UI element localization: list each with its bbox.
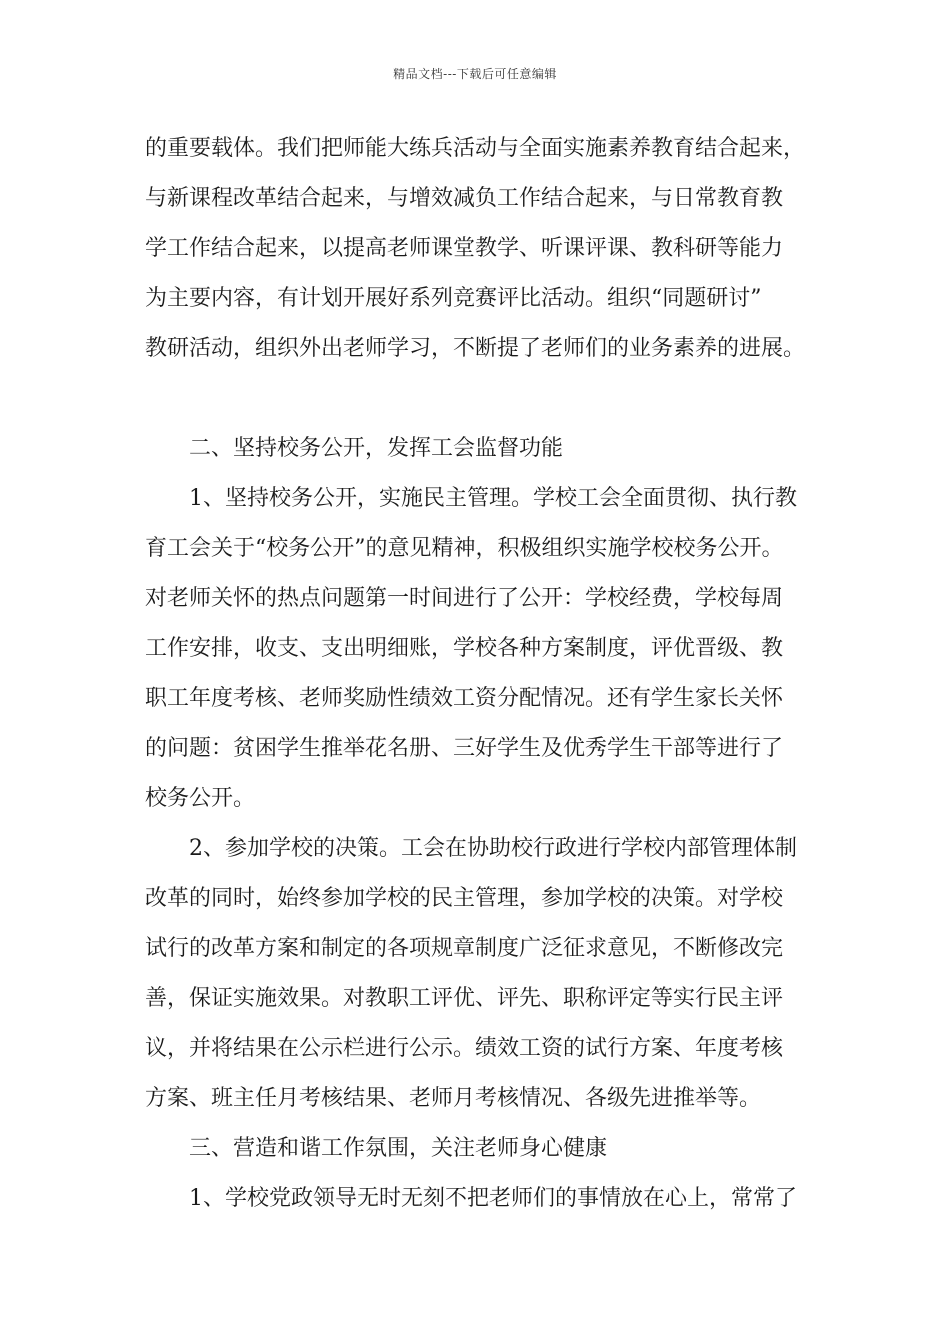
paragraph-line: 方案、班主任月考核结果、老师月考核情况、各级先进推举等。 — [145, 1086, 762, 1111]
paragraph-line: 职工年度考核、老师奖励性绩效工资分配情况。还有学生家长关怀 — [145, 686, 784, 711]
paragraph-line: 改革的同时，始终参加学校的民主管理，参加学校的决策。对学校 — [145, 886, 784, 911]
paragraph-gap — [145, 374, 810, 424]
section-heading: 二、坚持校务公开，发挥工会监督功能 — [189, 436, 564, 461]
paragraph-line: 教研活动，组织外出老师学习，不断提了老师们的业务素养的进展。 — [145, 336, 806, 361]
paragraph-line: 试行的改革方案和制定的各项规章制度广泛征求意见，不断修改完 — [145, 936, 784, 961]
section-heading: 三、营造和谐工作氛围，关注老师身心健康 — [189, 1136, 608, 1161]
paragraph-line: 善，保证实施效果。对教职工评优、评先、职称评定等实行民主评 — [145, 986, 784, 1011]
paragraph-line: 为主要内容，有计划开展好系列竞赛评比活动。组织“同题研讨” — [145, 286, 762, 311]
paragraph-line: 2、参加学校的决策。工会在协助校行政进行学校内部管理体制 — [189, 836, 797, 861]
paragraph-line: 学工作结合起来，以提高老师课堂教学、听课评课、教科研等能力 — [145, 236, 784, 261]
paragraph-line: 的重要载体。我们把师能大练兵活动与全面实施素养教育结合起来， — [145, 136, 806, 161]
paragraph-line: 的问题：贫困学生推举花名册、三好学生及优秀学生干部等进行了 — [145, 736, 784, 761]
paragraph-line: 对老师关怀的热点问题第一时间进行了公开：学校经费，学校每周 — [145, 586, 784, 611]
paragraph-line: 工作安排，收支、支出明细账，学校各种方案制度，评优晋级、教 — [145, 636, 784, 661]
paragraph-line: 与新课程改革结合起来，与增效减负工作结合起来，与日常教育教 — [145, 186, 784, 211]
paragraph-line: 育工会关于“校务公开”的意见精神，积极组织实施学校校务公开。 — [145, 536, 784, 561]
paragraph-line: 校务公开。 — [145, 786, 256, 811]
paragraph-line: 议，并将结果在公示栏进行公示。绩效工资的试行方案、年度考核 — [145, 1036, 784, 1061]
paragraph-line: 1、坚持校务公开，实施民主管理。学校工会全面贯彻、执行教 — [189, 486, 797, 511]
document-body — [145, 124, 810, 1224]
page-header: 精品文档---下载后可任意编辑 — [393, 67, 557, 81]
paragraph-line: 1、学校党政领导无时无刻不把老师们的事情放在心上，常常了 — [189, 1186, 797, 1211]
